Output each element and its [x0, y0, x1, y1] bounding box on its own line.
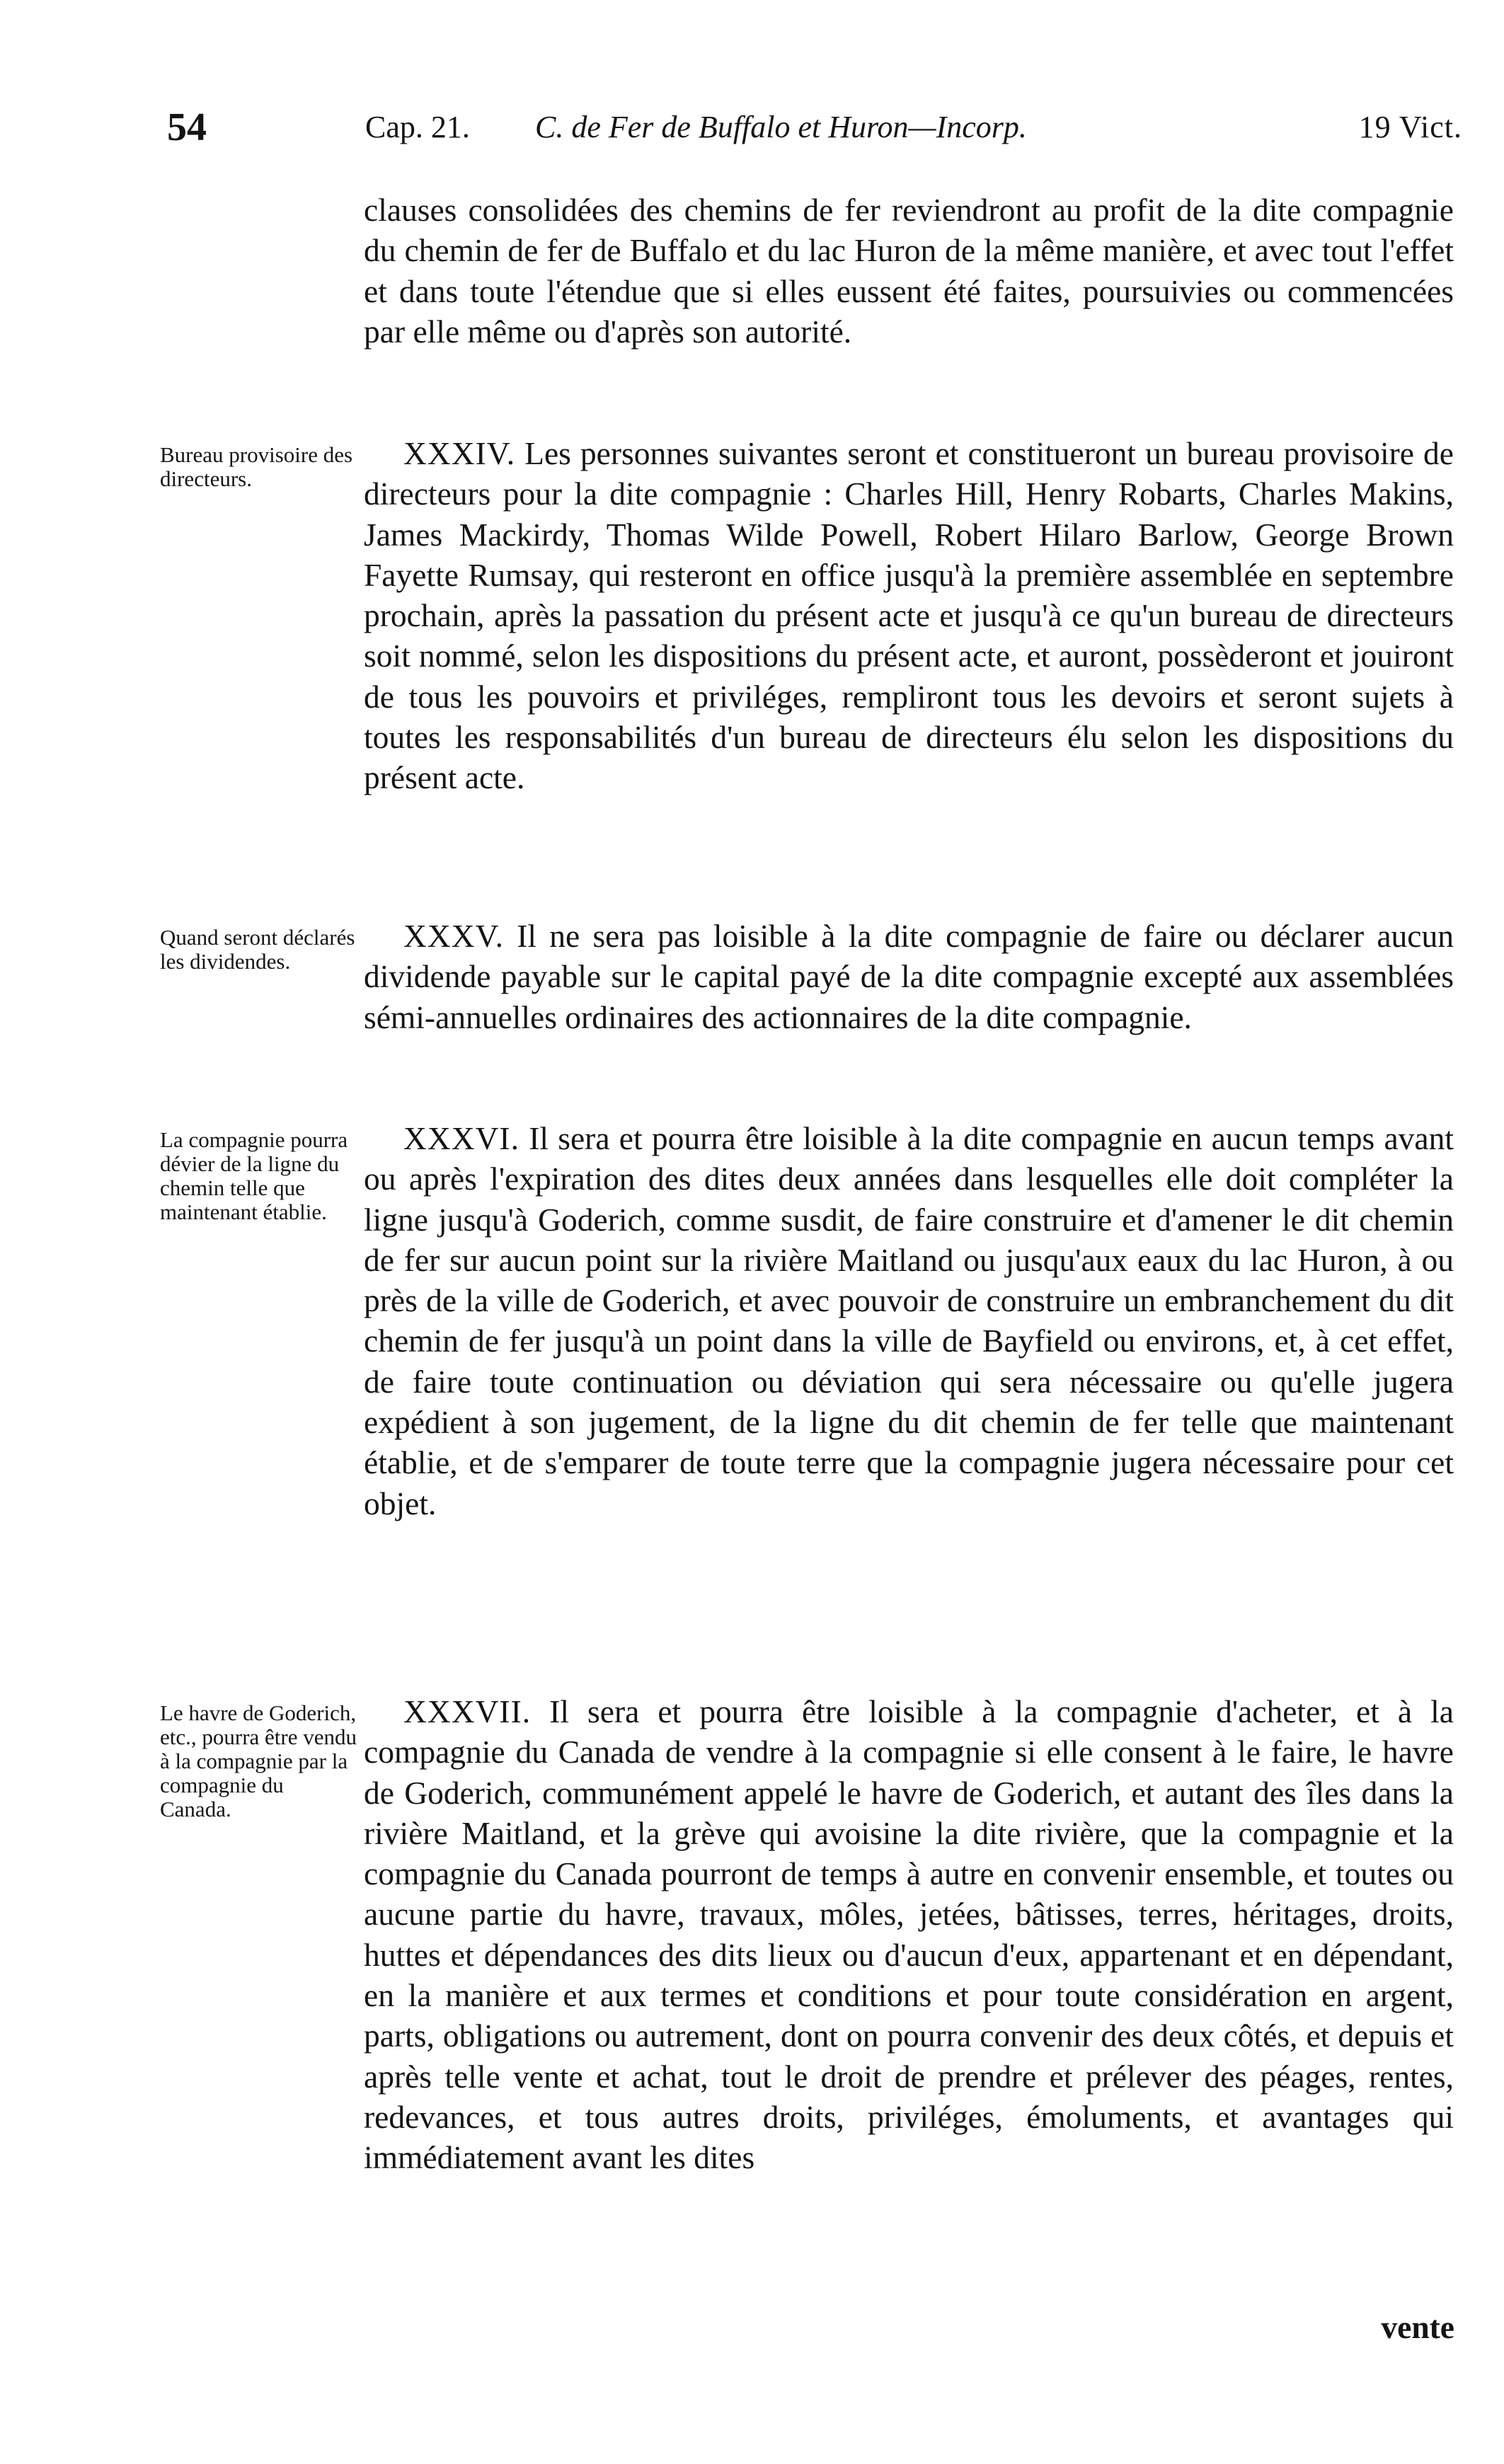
section-xxxvii: [364, 1691, 1454, 2178]
sidenote-xxxv: Quand seront déclarés les dividendes.: [160, 925, 355, 974]
regnal-year: 19 Vict.: [1358, 110, 1462, 144]
section-text: Les personnes suivantes seront et constitueront un bureau provisoire de directeurs pour la dite compagnie : Charles Hill, Henry Robarts, Charles Makins, James Mackirdy, Thomas Wilde Powell, Robert Hilaro Barlow, George Brown Fayette Rumsay, qui resteront en office jusqu'à la première assemblée en septembre prochain, après la passation du présent acte et jusqu'à ce qu'un bureau de directeurs soit nommé, selon les dispositions du présent acte, et auront, possèderont et jouiront de tous les pouvoirs et priviléges, rempliront tous les devoirs et seront sujets à toutes les responsabilités d'un bureau de directeurs élu selon les dispositions du présent acte.: [364, 435, 1454, 796]
section-xxxiv: [364, 433, 1454, 798]
page-header: [167, 105, 1462, 161]
section-text: Il ne sera pas loisible à la dite compagnie de faire ou déclarer aucun dividende payable sur le capital payé de la dite compagnie excepté aux assemblées sémi-annuelles ordinaires des actionnaires de la dite compagnie.: [364, 918, 1454, 1035]
section-text: Il sera et pourra être loisible à la compagnie d'acheter, et à la compagnie du Canada de vendre à la compagnie si elle consent à le faire, le havre de Goderich, communément appelé le havre de Goderich, et autant des îles dans la rivière Maitland, et la grève qui avoisine la dite rivière, que la compagnie et la compagnie du Canada pourront de temps à autre en convenir ensemble, et toutes ou aucune partie du havre, travaux, môles, jetées, bâtisses, terres, héritages, droits, huttes et dépendances des dits lieux ou d'aucun d'eux, appartenant et en dépendant, en la manière et aux termes et conditions et pour toute considération en argent, parts, obligations ou autrement, dont on pourra convenir des deux côtés, et depuis et après telle vente et achat, tout le droit de prendre et prélever des péages, rentes, redevances, et tous autres droits, priviléges, émoluments, et avantages qui immédiatement avant les dites: [364, 1693, 1454, 2176]
catchword: vente: [1381, 2309, 1454, 2345]
section-text: Il sera et pourra être loisible à la dite compagnie en aucun temps avant ou après l'expiration des dites deux années dans lesquelles elle doit compléter la ligne jusqu'à Goderich, comme susdit, de faire construire et d'amener le dit chemin de fer sur aucun point sur la rivière Maitland ou jusqu'aux eaux du lac Huron, à ou près de la ville de Goderich, et avec pouvoir de construire un embranchement du dit chemin de fer jusqu'à un point dans la ville de Bayfield ou environs, et, à cet effet, de faire toute continuation ou déviation qui sera nécessaire ou qu'elle jugera expédient à son jugement, de la ligne du dit chemin de fer telle que maintenant établie, et de s'emparer de toute terre que la compagnie jugera nécessaire pour cet objet.: [364, 1120, 1454, 1521]
chapter-label: Cap. 21.: [365, 110, 470, 144]
sidenote-xxxiv: Bureau provisoire des directeurs.: [160, 442, 353, 491]
running-title: C. de Fer de Buffalo et Huron—Incorp.: [535, 110, 1027, 144]
section-number: XXXV.: [403, 918, 504, 954]
paragraph-text: clauses consolidées des chemins de fer reviendront au profit de la dite compagnie du chemin de fer de Buffalo et du lac Huron de la même manière, et avec tout l'effet et dans toute l'étendue que si elles eussent été faites, poursuivies ou commencées par elle même ou d'après son autorité.: [364, 192, 1454, 350]
section-xxxv: [364, 916, 1454, 1037]
page-number: 54: [167, 105, 207, 149]
sidenote-xxxvi: La compagnie pourra dévier de la ligne du chemin telle que maintenant établie.: [160, 1127, 348, 1224]
section-xxxvi: [364, 1118, 1454, 1524]
section-number: XXXIV.: [403, 435, 516, 471]
sidenote-xxxvii: Le havre de Goderich, etc., pourra être vendu à la compagnie par la compagnie du Canada.: [160, 1700, 357, 1821]
section-number: XXXVII.: [403, 1693, 532, 1729]
section-number: XXXVI.: [403, 1120, 519, 1156]
continuation-paragraph: [364, 190, 1454, 352]
